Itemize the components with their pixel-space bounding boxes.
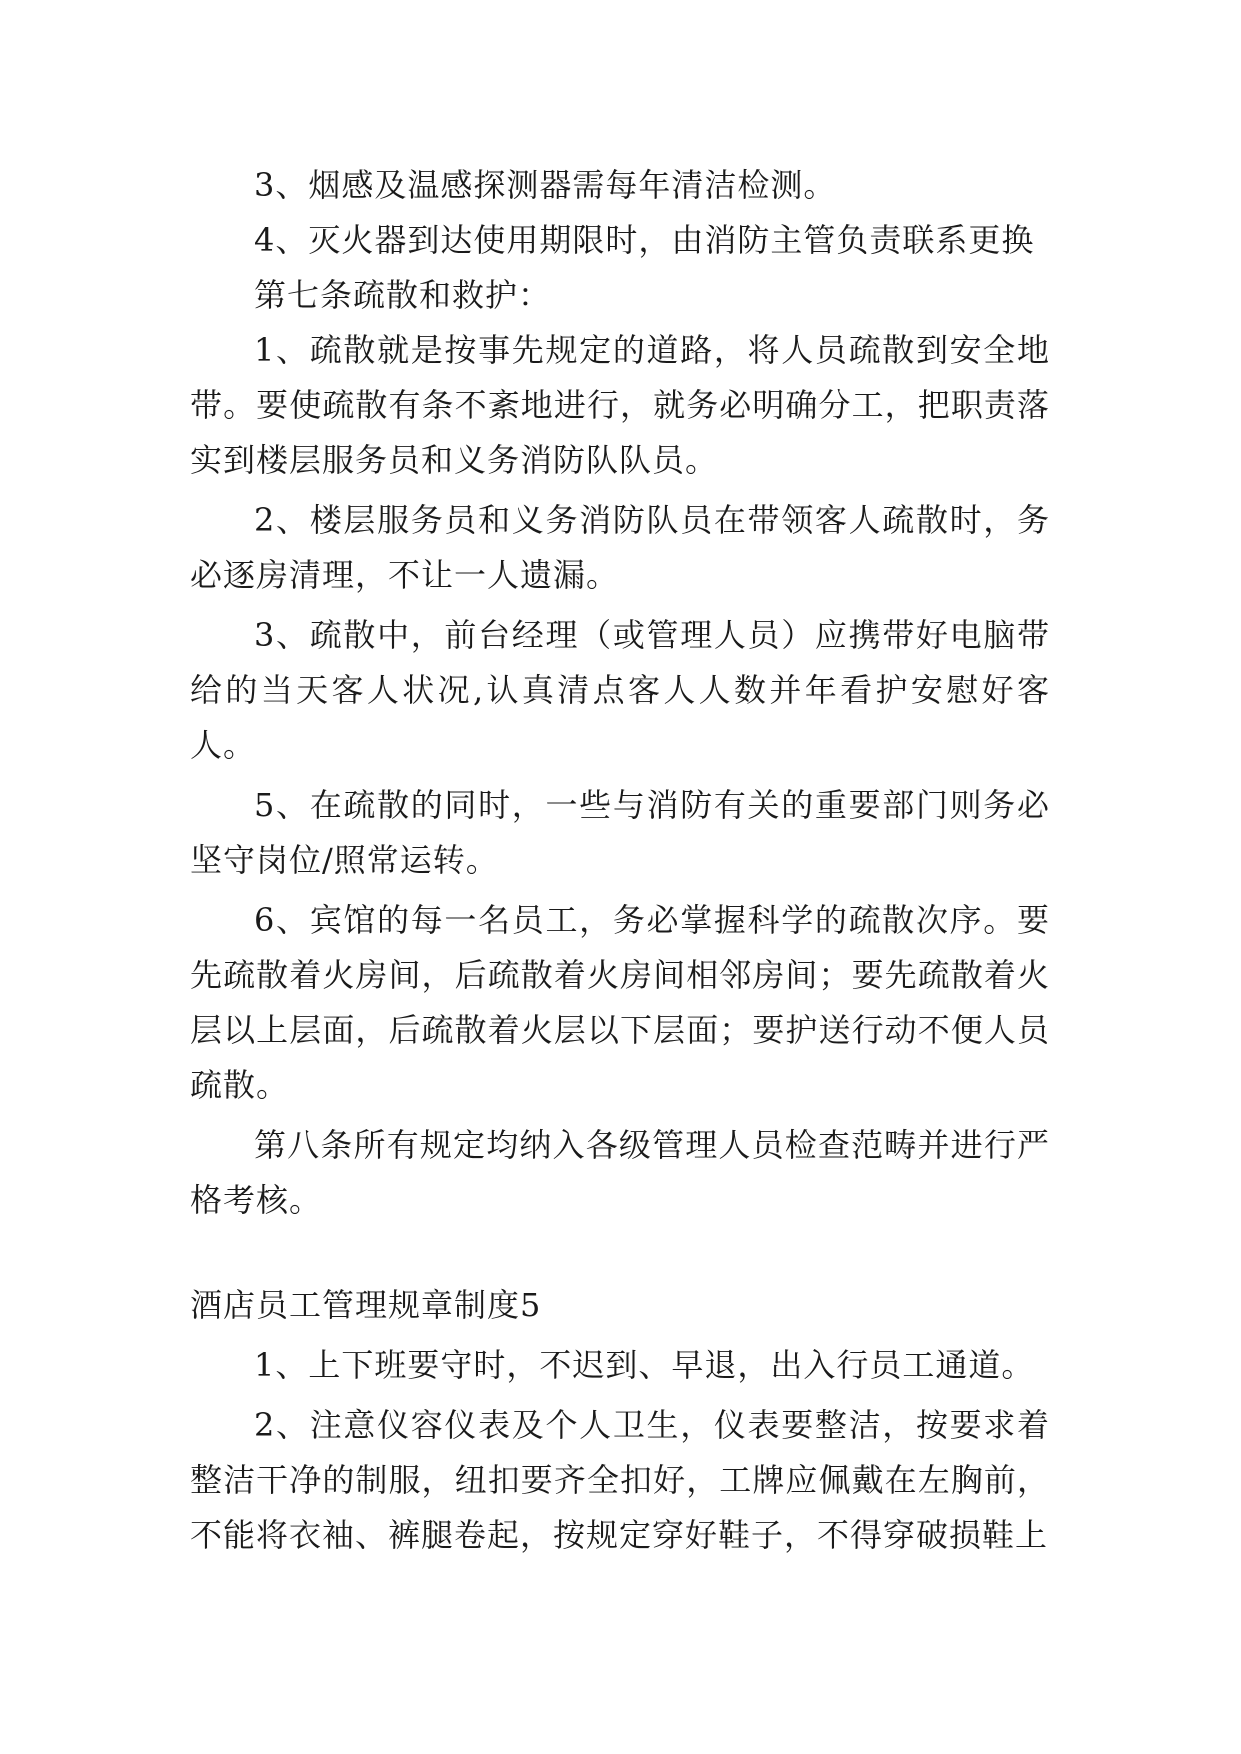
article-7-heading: 第七条疏散和救护： <box>254 276 552 314</box>
paragraph-evacuation-1: 1、疏散就是按事先规定的道路，将人员疏散到安全地带。要使疏散有条不紊地进行，就务必明确分工，把职责落实到楼层服务员和义务消防队队员。 <box>190 331 1050 479</box>
paragraph-evacuation-6: 6、宾馆的每一名员工，务必掌握科学的疏散次序。要先疏散着火房间，后疏散着火房间相邻房间；要先疏散着火层以上层面，后疏散着火层以下层面；要护送行动不便人员疏散。 <box>190 901 1050 1104</box>
section-title: 酒店员工管理规章制度5 <box>190 1286 542 1324</box>
paragraph-smoke-detector: 3、烟感及温感探测器需每年清洁检测。 <box>254 166 837 204</box>
paragraph-evacuation-2: 2、楼层服务员和义务消防队员在带领客人疏散时，务必逐房清理，不让一人遗漏。 <box>190 501 1050 594</box>
document-body <box>190 158 1050 1568</box>
section-paragraph-punctuality: 1、上下班要守时，不迟到、早退，出入行员工通道。 <box>254 1346 1035 1384</box>
paragraph-evacuation-3: 3、疏散中，前台经理（或管理人员）应携带好电脑带给的当天客人状况,认真清点客人人数并年看护安慰好客人。 <box>190 616 1050 764</box>
article-8-paragraph: 第八条所有规定均纳入各级管理人员检查范畴并进行严格考核。 <box>190 1126 1050 1219</box>
paragraph-fire-extinguisher: 4、灭火器到达使用期限时，由消防主管负责联系更换 <box>254 221 1035 259</box>
paragraph-evacuation-5: 5、在疏散的同时，一些与消防有关的重要部门则务必坚守岗位/照常运转。 <box>190 786 1050 879</box>
section-paragraph-appearance: 2、注意仪容仪表及个人卫生，仪表要整洁，按要求着整洁干净的制服，纽扣要齐全扣好，工牌应佩戴在左胸前，不能将衣袖、裤腿卷起，按规定穿好鞋子，不得穿破损鞋上 <box>190 1406 1050 1554</box>
